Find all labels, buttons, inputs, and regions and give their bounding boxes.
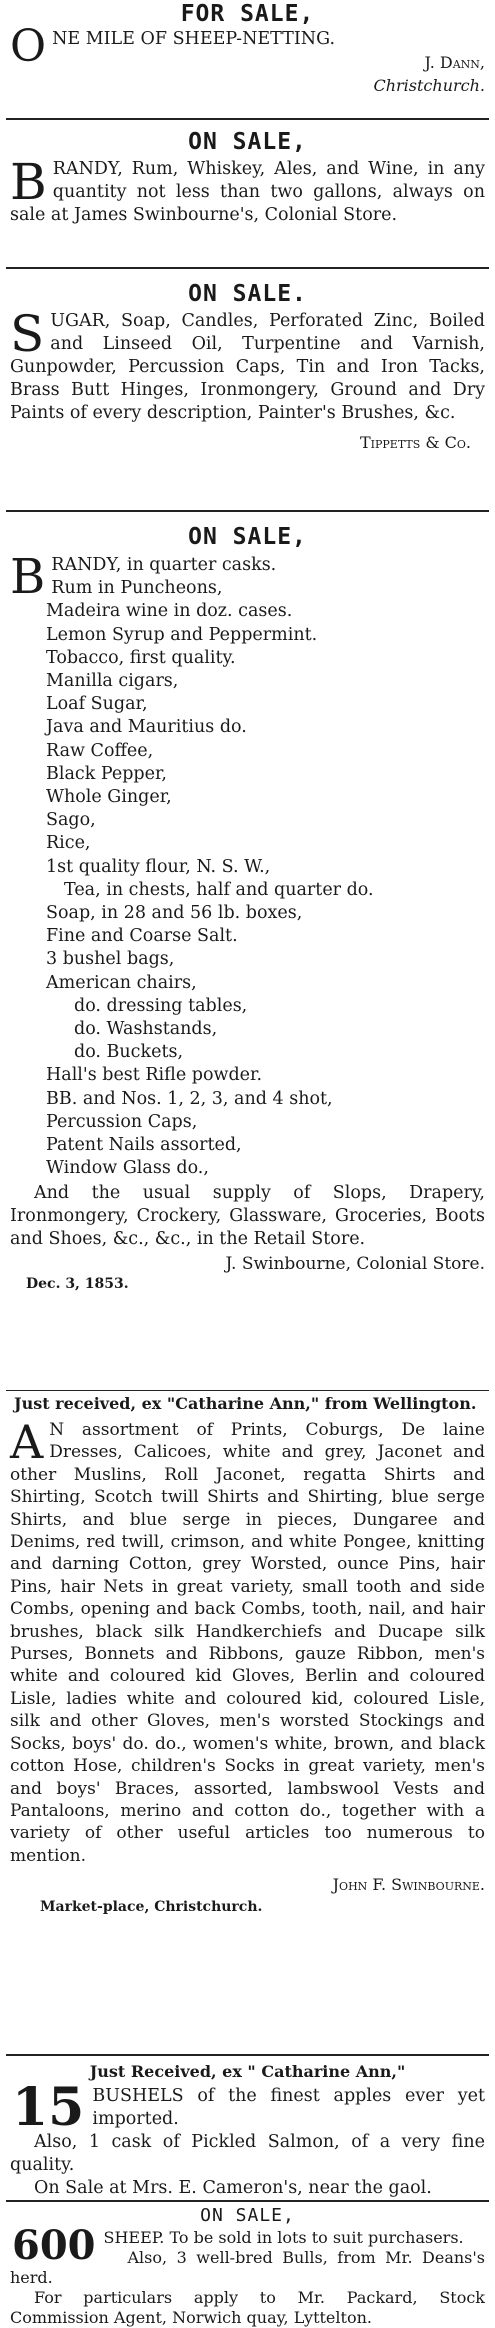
ad-closing: And the usual supply of Slops, Drapery, Ironmongery, Crockery, Glassware, Groceries, Boots and Shoes, &c., &c., in the Retail Store. [10, 1183, 485, 1250]
list-item: Raw Coffee, [46, 740, 154, 761]
divider-rule [6, 267, 489, 269]
ad-date: Dec. 3, 1853. [26, 1276, 129, 1293]
ad-catharine-ann-goods [0, 1392, 495, 1918]
big-number: 600 [12, 2222, 96, 2269]
ad-sheep-netting [0, 0, 495, 97]
divider-rule [6, 510, 489, 512]
list-item: Tobacco, first quality. [46, 647, 236, 668]
list-item: do. Washstands, [74, 1019, 218, 1040]
list-item: Hall's best Rifle powder. [46, 1065, 263, 1086]
list-item: do. Buckets, [74, 1042, 184, 1063]
ad-also: Also, 3 well-bred Bulls, from Mr. Deans's herd. [10, 2248, 485, 2287]
list-item: Soap, in 28 and 56 lb. boxes, [46, 903, 303, 924]
ad-place: Market-place, Christchurch. [40, 1899, 263, 1916]
ad-also: Also, 1 cask of Pickled Salmon, of a very fine quality. [10, 2132, 485, 2175]
list-item: Java and Mauritius do. [46, 717, 247, 738]
list-item: 3 bushel bags, [46, 949, 175, 970]
ad-body [10, 305, 485, 425]
ad-text: N assortment of Prints, Coburgs, De laine Dresses, Calicoes, white and grey, Jaconet and other Muslins, Roll Jaconet, regatta Shirts and Shirting, Scotch twill Shirts and Shirting, blue serge Shirts, and blue serge in pieces, Dungaree and Denims, red twill, crimson, and white Pongee, knitting and darning Cotton, grey Worsted, ounce Pins, hair Pins, hair Nets in great variety, small tooth and side Combs, opening and back Combs, tooth, nail, and hair brushes, black silk Handkerchiefs and Ducape silk Purses, Bonnets and Ribbons, gauze Ribbon, men's white and coloured kid Gloves, Berlin and coloured Lisle, ladies white and coloured kid, coloured Lisle, silk and other Gloves, men's worsted Stockings and Socks, boys' do. do., women's white, brown, and black cotton Hose, children's Socks in great variety, men's and boys' Braces, assorted, lambswool Vests and Pantaloons, merino and cotton do., together with a variety of other useful articles too numerous to mention. [10, 1420, 485, 1866]
ad-signature: John F. Swinbourne. [332, 1875, 485, 1895]
ad-heading: ON SALE, [200, 2205, 295, 2226]
list-item: Madeira wine in doz. cases. [46, 601, 293, 622]
ad-heading: ON SALE, [188, 129, 307, 155]
list-item: Fine and Coarse Salt. [46, 926, 238, 947]
ad-body [10, 1415, 485, 1867]
list-item: Manilla cigars, [46, 671, 179, 692]
ad-text: NE MILE OF SHEEP-NETTING. [52, 29, 336, 49]
divider-rule [6, 2054, 489, 2056]
signature-name: J. Dann, [424, 53, 485, 72]
ad-body [10, 153, 485, 227]
drop-cap: B [10, 549, 46, 605]
ad-signature-place: Christchurch. [373, 76, 485, 95]
list-item: Black Pepper, [46, 763, 167, 784]
list-item: BB. and Nos. 1, 2, 3, and 4 shot, [46, 1088, 333, 1109]
ad-text: UGAR, Soap, Candles, Perforated Zinc, Boiled and Linseed Oil, Turpentine and Varnish, Gunpowder, Percussion Caps, Tin and Iron Tacks, Brass Butt Hinges, Ironmongery, Ground and Dry Paints of every description, Painter's Brushes, &c. [10, 311, 485, 423]
divider-rule [6, 118, 489, 120]
ad-subheading: Just Received, ex " Catharine Ann," [89, 2062, 406, 2081]
ad-text: BUSHELS of the finest apples ever yet imported. [92, 2086, 485, 2129]
ad-apples [0, 2060, 495, 2200]
ad-sugar-soap [0, 278, 495, 454]
ad-signature [10, 51, 485, 74]
list-item: Sago, [46, 810, 96, 831]
ad-list [10, 549, 485, 1180]
drop-cap: B [10, 153, 47, 211]
list-item: Rum in Puncheons, [51, 578, 223, 599]
drop-cap: S [10, 305, 45, 363]
ad-particulars: For particulars apply to Mr. Packard, Stock Commission Agent, Norwich quay, Lyttelton. [10, 2288, 485, 2327]
list-item: RANDY, in quarter casks. [51, 555, 277, 575]
divider-rule [6, 1390, 489, 1391]
ad-signature: J. Swinbourne, Colonial Store. [225, 1254, 485, 1275]
divider-rule [6, 2200, 489, 2202]
ad-body [10, 2077, 485, 2138]
list-item: do. dressing tables, [74, 995, 248, 1016]
drop-cap: A [10, 1415, 44, 1469]
list-item: Whole Ginger, [46, 787, 172, 808]
ad-text: SHEEP. To be sold in lots to suit purchasers. [103, 2228, 464, 2247]
ad-heading: FOR SALE, [180, 1, 315, 27]
ad-brandy-rum [0, 126, 495, 227]
big-number: 15 [12, 2077, 85, 2138]
ad-signature: Tippetts & Co. [359, 433, 471, 452]
ad-where: On Sale at Mrs. E. Cameron's, near the gaol. [34, 2178, 432, 2198]
list-item: Rice, [46, 833, 91, 854]
ad-text: RANDY, Rum, Whiskey, Ales, and Wine, in any quantity not less than two gallons, always on sale at James Swinbourne's, Colonial Store. [10, 159, 485, 225]
list-item: Loaf Sugar, [46, 694, 148, 715]
list-item: Window Glass do., [46, 1158, 209, 1179]
ad-brandy-casks [0, 520, 495, 1292]
list-item: Lemon Syrup and Peppermint. [46, 624, 318, 645]
ad-subheading: Just received, ex "Catharine Ann," from Wellington. [14, 1394, 477, 1413]
list-item: Tea, in chests, half and quarter do. [64, 879, 374, 900]
ad-heading: ON SALE, [188, 524, 307, 550]
ad-sheep-bulls [0, 2204, 495, 2328]
list-item: 1st quality flour, N. S. W., [46, 856, 271, 877]
list-item: Patent Nails assorted, [46, 1135, 242, 1156]
ad-heading: ON SALE. [188, 281, 307, 307]
list-item: Percussion Caps, [46, 1111, 198, 1132]
list-item: American chairs, [46, 972, 197, 993]
drop-cap: O [10, 21, 47, 72]
